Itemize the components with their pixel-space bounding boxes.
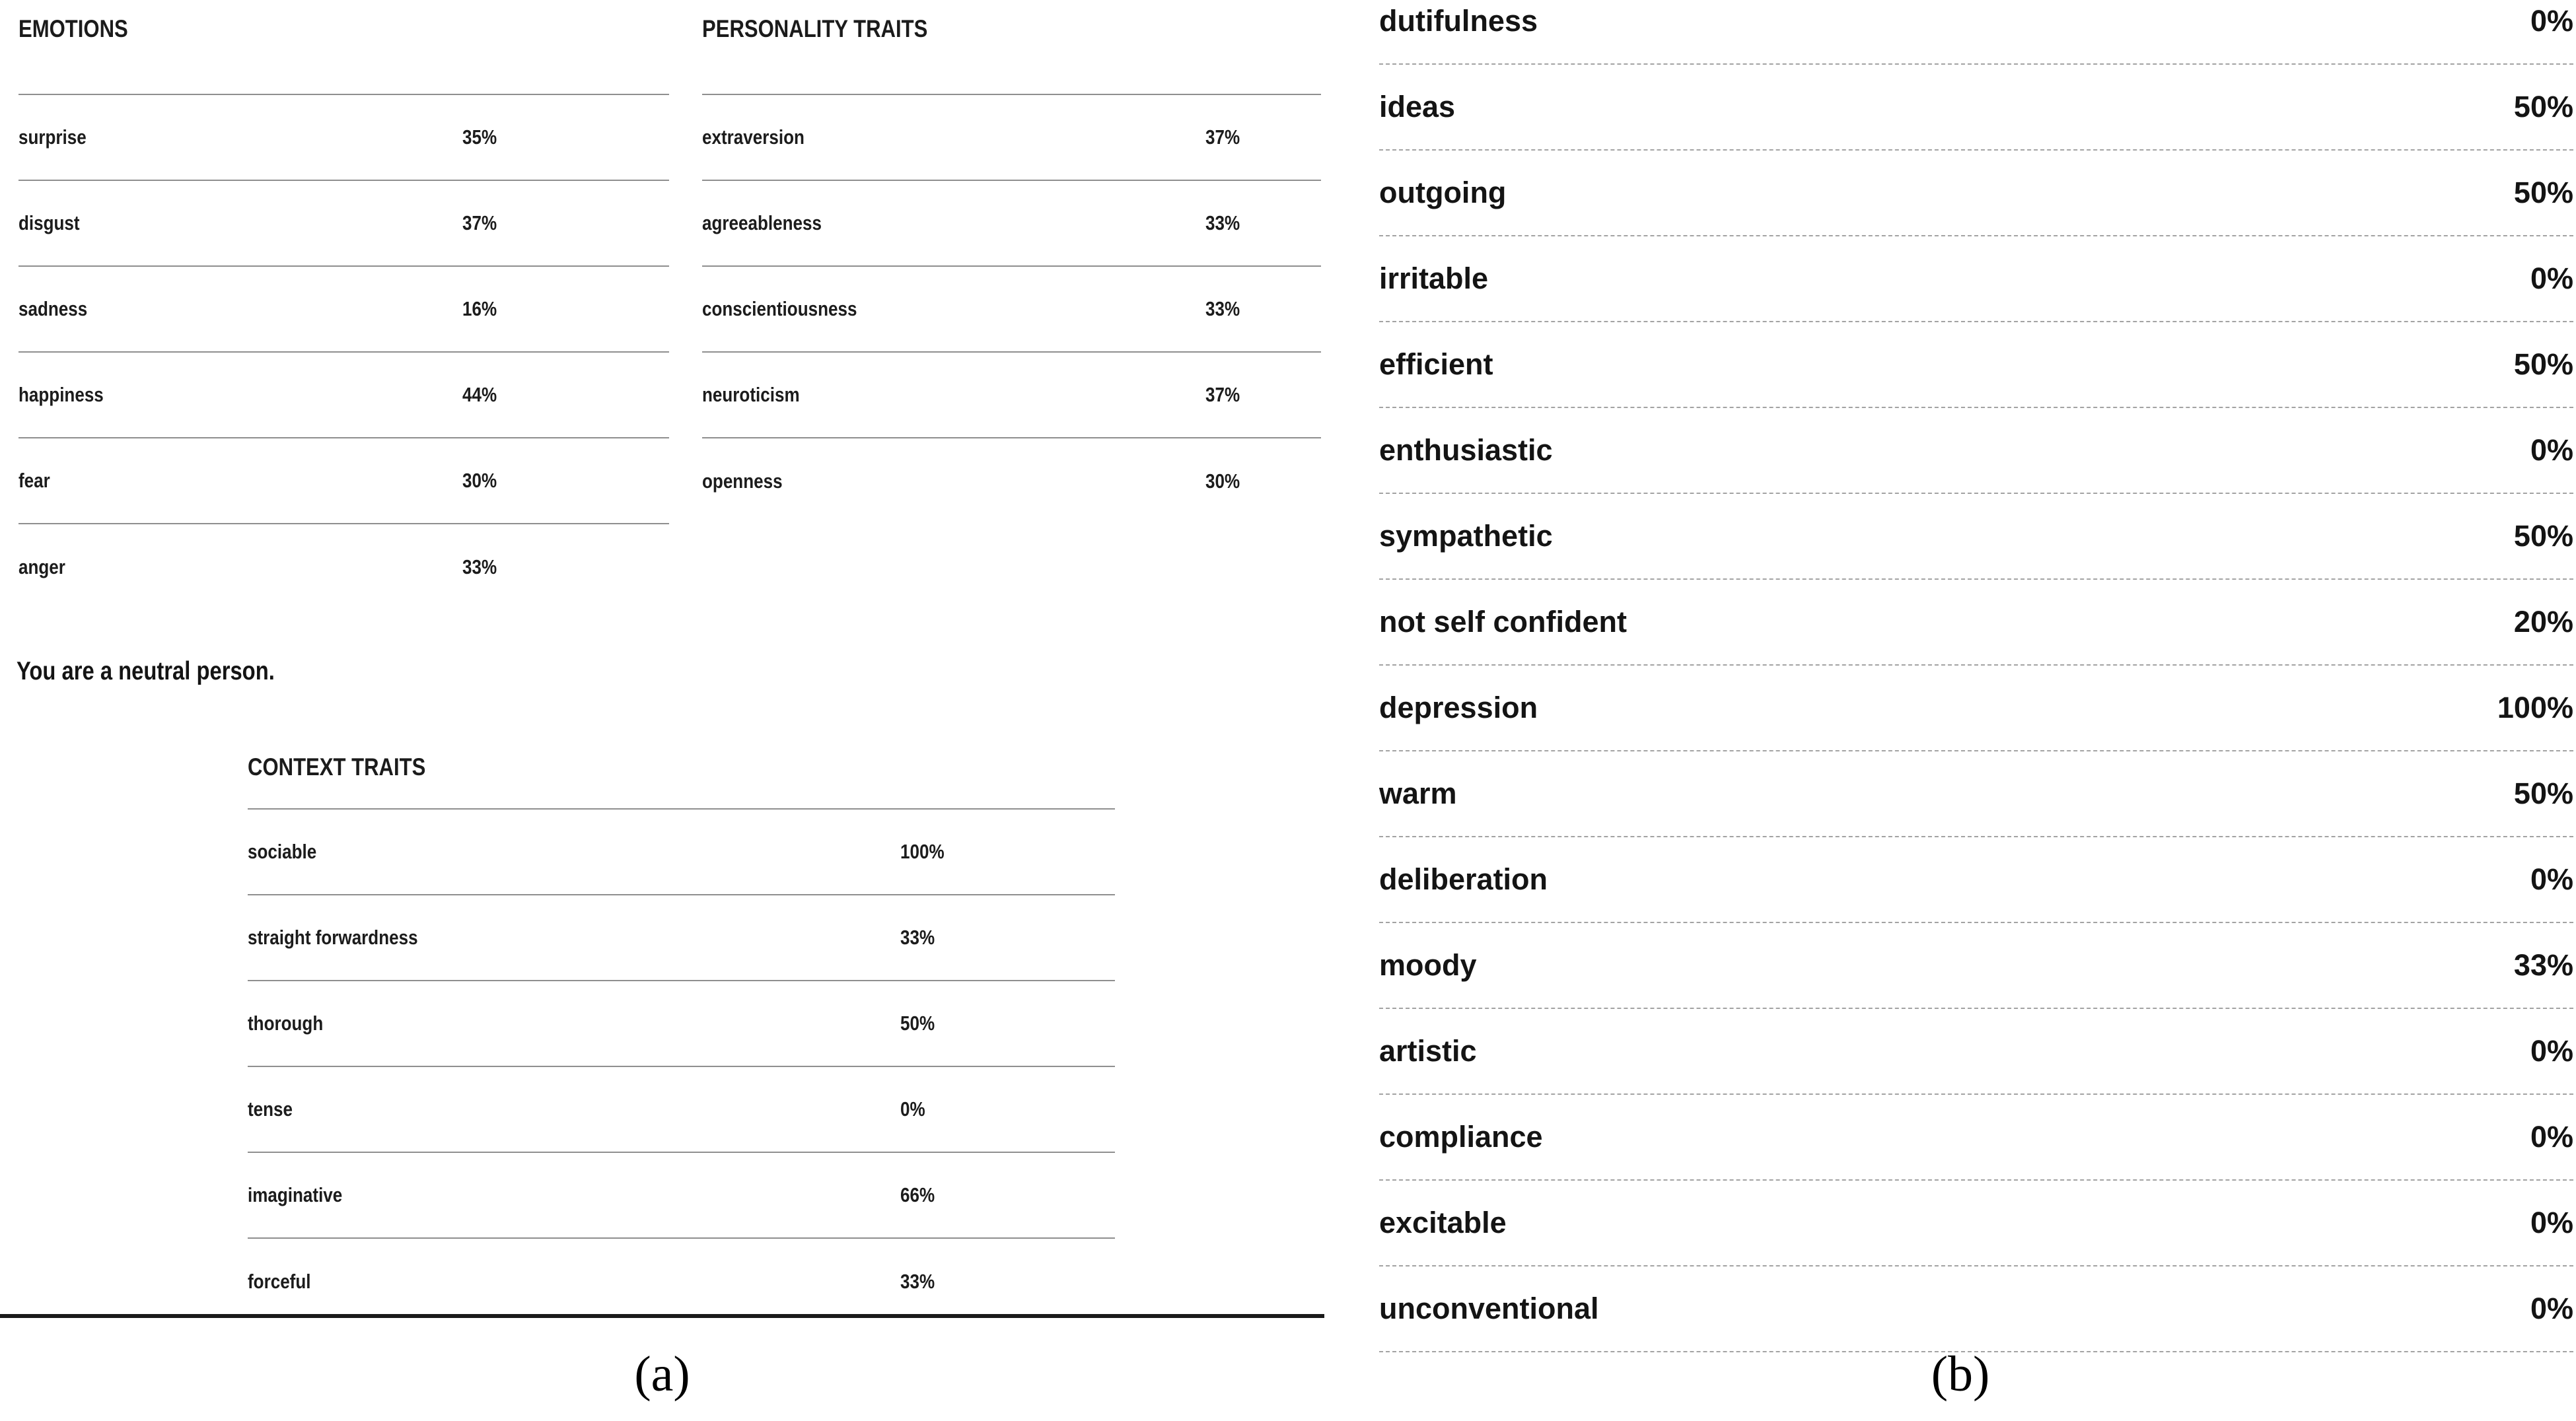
trait-value: 0% (2530, 1292, 2573, 1325)
trait-value: 37% (1205, 383, 1240, 406)
trait-label: conscientiousness (702, 297, 857, 320)
list-item (1379, 1266, 2573, 1352)
emotions-section (18, 15, 669, 610)
trait-label: anger (18, 555, 65, 578)
personality-traits-section (702, 15, 1321, 524)
trait-label: not self confident (1379, 605, 1627, 639)
trait-label: moody (1379, 948, 1477, 982)
trait-label: warm (1379, 777, 1457, 810)
table-row (702, 181, 1321, 267)
table-row (18, 267, 669, 353)
trait-label: artistic (1379, 1034, 1477, 1068)
table-row (18, 181, 669, 267)
trait-label: thorough (248, 1012, 324, 1035)
trait-label: fear (18, 469, 50, 492)
trait-value: 50% (2513, 347, 2573, 381)
trait-label: surprise (18, 125, 87, 149)
trait-label: excitable (1379, 1206, 1507, 1239)
trait-value: 37% (462, 211, 497, 234)
personality-traits-title: PERSONALITY TRAITS (702, 15, 928, 42)
trait-value: 30% (1205, 469, 1240, 493)
trait-value: 35% (462, 125, 497, 149)
trait-label: irritable (1379, 261, 1489, 295)
result-summary-text (17, 657, 324, 686)
table-row (18, 353, 669, 438)
table-row (248, 1239, 1115, 1325)
list-item (1379, 0, 2573, 65)
trait-value: 50% (900, 1012, 935, 1035)
trait-label: disgust (18, 211, 80, 234)
trait-label: happiness (18, 383, 104, 406)
trait-value: 0% (2530, 1206, 2573, 1239)
figure-label-a: (a) (634, 1346, 690, 1402)
table-row (248, 895, 1115, 981)
trait-label: sympathetic (1379, 519, 1553, 553)
trait-label: depression (1379, 691, 1538, 724)
list-item (1379, 580, 2573, 666)
table-row (702, 353, 1321, 438)
trait-value: 50% (2513, 176, 2573, 209)
trait-value: 33% (900, 926, 935, 949)
trait-value: 50% (2513, 90, 2573, 123)
list-item (1379, 322, 2573, 408)
list-item (1379, 1181, 2573, 1266)
trait-value: 33% (1205, 297, 1240, 320)
trait-value: 0% (900, 1097, 925, 1121)
table-row (248, 1153, 1115, 1239)
trait-label: imaginative (248, 1183, 343, 1206)
list-item (1379, 1009, 2573, 1095)
trait-label: openness (702, 469, 783, 493)
list-item (1379, 494, 2573, 580)
trait-label: forceful (248, 1270, 311, 1293)
context-traits-title: CONTEXT TRAITS (248, 753, 426, 780)
list-item (1379, 923, 2573, 1009)
trait-label: sadness (18, 297, 88, 320)
trait-value: 20% (2513, 605, 2573, 639)
emotions-title: EMOTIONS (18, 15, 128, 42)
trait-label: outgoing (1379, 176, 1507, 209)
table-row (248, 810, 1115, 895)
table-row (248, 981, 1115, 1067)
trait-label: deliberation (1379, 862, 1548, 896)
trait-label: compliance (1379, 1120, 1543, 1154)
context-traits-table (248, 808, 1115, 1325)
trait-value: 44% (462, 383, 497, 406)
table-row (248, 1067, 1115, 1153)
trait-label: neuroticism (702, 383, 800, 406)
table-row (702, 267, 1321, 353)
trait-value: 66% (900, 1183, 935, 1206)
trait-value: 0% (2530, 433, 2573, 467)
panel-a-bottom-rule (0, 1314, 1324, 1318)
trait-value: 0% (2530, 862, 2573, 896)
trait-label: sociable (248, 840, 317, 863)
trait-label: extraversion (702, 125, 805, 149)
table-row (702, 95, 1321, 181)
emotions-table (18, 94, 669, 610)
trait-label: unconventional (1379, 1292, 1599, 1325)
list-item (1379, 65, 2573, 151)
trait-label: agreeableness (702, 211, 822, 234)
trait-value: 0% (2530, 4, 2573, 38)
list-item (1379, 236, 2573, 322)
list-item (1379, 666, 2573, 751)
trait-value: 0% (2530, 1120, 2573, 1154)
trait-value: 33% (1205, 211, 1240, 234)
trait-value: 50% (2513, 777, 2573, 810)
trait-label: enthusiastic (1379, 433, 1553, 467)
trait-value: 50% (2513, 519, 2573, 553)
trait-label: dutifulness (1379, 4, 1538, 38)
figure-label-b: (b) (1931, 1346, 1990, 1402)
trait-value: 30% (462, 469, 497, 492)
list-item (1379, 1095, 2573, 1181)
result-summary-label: You are a neutral person. (17, 657, 275, 685)
trait-label: efficient (1379, 347, 1493, 381)
list-item (1379, 408, 2573, 494)
trait-label: ideas (1379, 90, 1456, 123)
list-item (1379, 751, 2573, 837)
trait-value: 100% (900, 840, 945, 863)
list-item (1379, 837, 2573, 923)
list-item (1379, 151, 2573, 236)
table-row (702, 438, 1321, 524)
table-row (18, 95, 669, 181)
table-row (18, 524, 669, 610)
context-traits-section (248, 753, 1115, 1325)
trait-value: 33% (462, 555, 497, 578)
trait-label: tense (248, 1097, 293, 1121)
trait-value: 100% (2497, 691, 2573, 724)
trait-value: 16% (462, 297, 497, 320)
table-row (18, 438, 669, 524)
panel-b-trait-list (1379, 0, 2573, 1352)
trait-value: 0% (2530, 261, 2573, 295)
trait-label: straight forwardness (248, 926, 418, 949)
personality-traits-table (702, 94, 1321, 524)
trait-value: 33% (2513, 948, 2573, 982)
trait-value: 33% (900, 1270, 935, 1293)
trait-value: 37% (1205, 125, 1240, 149)
trait-value: 0% (2530, 1034, 2573, 1068)
